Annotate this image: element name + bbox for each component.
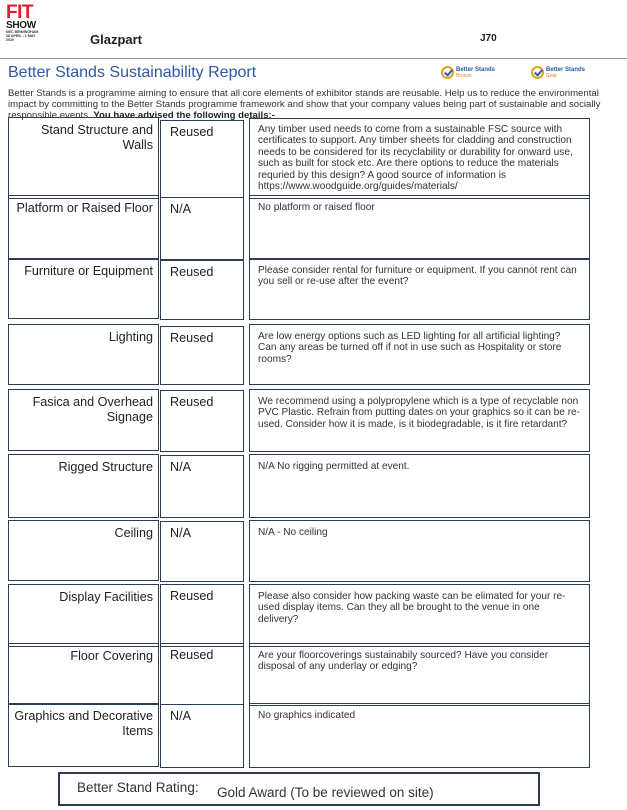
row-label-rigged-structure: Rigged Structure [8,454,159,518]
row-status-display-facilities: Reused [160,584,244,647]
logo-venue-text: NEC BIRMINGHAM [6,30,39,34]
page-title: Better Stands Sustainability Report [8,64,257,81]
row-status-furniture: Reused [160,260,244,320]
logo-dates-text: 28 APRIL - 1 MAY 2020 [6,34,36,42]
row-comment-graphics: No graphics indicated [249,703,590,768]
row-label-stand-structure: Stand Structure and Walls [8,117,159,199]
company-name: Glazpart [90,32,143,47]
row-comment-platform: No platform or raised floor [249,195,590,260]
better-stands-bronze-badge [441,66,495,79]
badge-level: Gold [546,72,557,79]
rating-label: Better Stand Rating: [77,780,199,795]
row-status-rigged-structure: N/A [160,455,244,518]
row-comment-display-facilities: Please also consider how packing waste can be elimated for your re-used display items. Can they all be brought to the venue in one delivery? [249,584,590,647]
row-comment-floor-covering: Are your floorcoverings sustainabily sourced? Have you consider disposal of any underlay or edging? [249,643,590,706]
row-label-furniture: Furniture or Equipment [8,258,159,319]
row-label-fascia-signage: Fasica and Overhead Signage [8,389,159,451]
row-status-graphics: N/A [160,704,244,768]
intro-text: Better Stands is a programme aiming to ensure that all core elements of exhibitor stands are reusable. Help us to reduce the environmental impact by committing to the Better Stands programme framework and show that your company values being part of sustainable and socially responsible events. [8,88,601,121]
row-status-lighting: Reused [160,326,244,385]
logo-show-text: SHOW [6,20,36,31]
badge-check-icon [441,66,454,79]
row-comment-stand-structure: Any timber used needs to come from a sustainable FSC source with certificates to support. Any timber sheets for cladding and construction needs to be considered for its recyclability or durability for onward use, such as built for stock etc. Are there options to reduce the materials requried by this design? A good source of information is https://www.woodguide.org/guides/materials/ [249,118,590,199]
row-label-graphics: Graphics and Decorative Items [8,703,159,767]
row-comment-rigged-structure: N/A No rigging permitted at event. [249,454,590,518]
row-label-floor-covering: Floor Covering [8,643,159,705]
rating-value: Gold Award (To be reviewed on site) [217,785,434,800]
row-comment-fascia-signage: We recommend using a polypropylene which is a type of recyclable non PVC Plastic. Refrain from putting dates on your graphics so it can be re-used. Consider how it is made, is it biodegradable, is it fire retardant? [249,389,590,452]
row-status-ceiling: N/A [160,521,244,582]
row-label-display-facilities: Display Facilities [8,584,159,647]
stand-number: J70 [480,33,497,44]
row-status-platform: N/A [160,197,244,260]
row-label-lighting: Lighting [8,324,159,385]
row-label-ceiling: Ceiling [8,520,159,581]
badge-check-icon [531,66,544,79]
row-label-platform: Platform or Raised Floor [8,195,159,260]
row-status-stand-structure: Reused [160,120,244,198]
intro-bold-text: You have advised the following details:- [93,110,275,121]
badge-name: Better Stands [546,66,586,73]
row-comment-ceiling: N/A - No ceiling [249,520,590,582]
row-comment-furniture: Please consider rental for furniture or equipment. If you cannot rent can you sell or re-use after the event? [249,258,590,320]
row-comment-lighting: Are low energy options such as LED lighting for all artificial lighting? Can any areas be turned off if not in use such as Hospitality or store rooms? [249,324,590,385]
badge-name: Better Stands [456,66,496,73]
better-stands-gold-badge [531,66,585,79]
better-stand-rating-box [58,772,540,806]
header-divider [0,58,627,59]
badge-level: Bronze [456,72,472,79]
row-status-fascia-signage: Reused [160,390,244,452]
fit-show-logo [6,4,42,42]
logo-fit-text: FIT [6,2,33,23]
row-status-floor-covering: Reused [160,643,244,705]
